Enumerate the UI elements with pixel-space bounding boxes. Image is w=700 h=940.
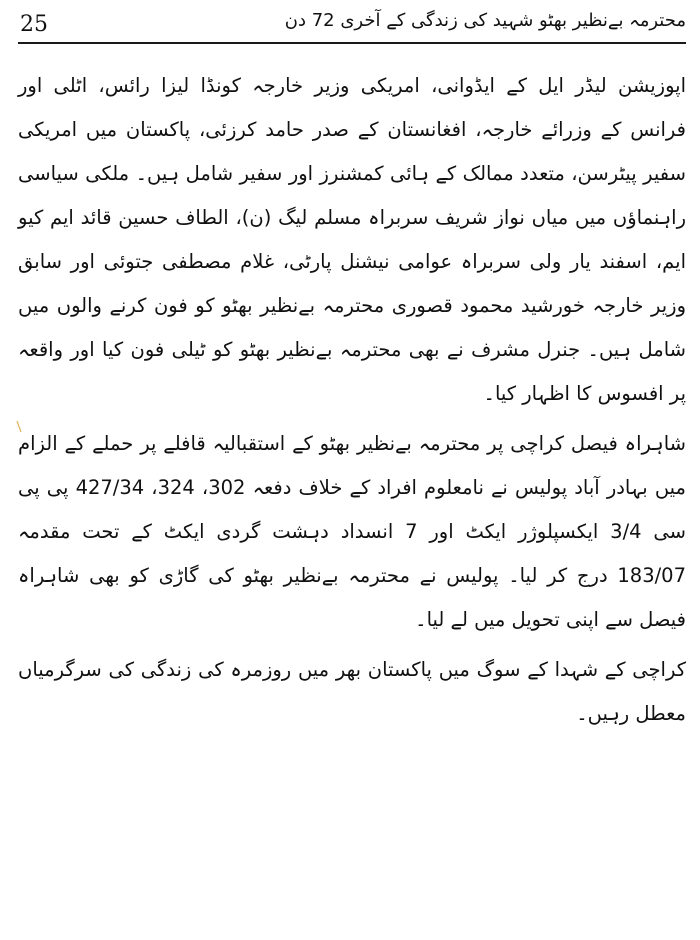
body-text (18, 64, 686, 736)
paragraph: اپوزیشن لیڈر ایل کے ایڈوانی، امریکی وزیر خارجہ کونڈا لیزا رائس، اٹلی اور فرانس کے وزرائے خارجہ، افغانستان کے صدر حامد کرزئی، پاکستان میں امریکی سفیر پیٹرسن، متعدد ممالک کے ہائی کمشنرز اور سفیر شامل ہیں۔ ملکی سیاسی راہنماؤں میں میاں نواز شریف سربراہ مسلم لیگ (ن)، الطاف حسین قائد ایم کیو ایم، اسفند یار ولی سربراہ عوامی نیشنل پارٹی، غلام مصطفی جتوئی اور سابق وزیر خارجہ خورشید محمود قصوری محترمہ بےنظیر بھٹو کو فون کرنے والوں میں شامل ہیں۔ جنرل مشرف نے بھی محترمہ بےنظیر بھٹو کو ٹیلی فون کیا اور واقعہ پر افسوس کا اظہار کیا۔ (18, 74, 686, 405)
page-number: 25 (20, 12, 48, 37)
paragraph: شاہراہ فیصل کراچی پر محترمہ بےنظیر بھٹو کے استقبالیہ قافلے پر حملے کے الزام میں بہادر آباد پولیس نے نامعلوم افراد کے خلاف دفعہ 302، 324، 427/34 پی پی سی 3/4 ایکسپلوژر ایکٹ اور 7 انسداد دہشت گردی ایکٹ کے تحت مقدمہ 183/07 درج کر لیا۔ پولیس نے محترمہ بےنظیر بھٹو کی گاڑی کو بھی شاہراہ فیصل سے اپنی تحویل میں لے لیا۔ (18, 432, 686, 631)
running-title: محترمہ بےنظیر بھٹو شہید کی زندگی کے آخری 72 دن (284, 10, 686, 31)
stray-ink-mark (16, 421, 22, 433)
page-header (18, 6, 686, 44)
paragraph: کراچی کے شہدا کے سوگ میں پاکستان بھر میں روزمرہ کی زندگی کی سرگرمیاں معطل رہیں۔ (18, 658, 686, 725)
header-rule (18, 42, 686, 44)
